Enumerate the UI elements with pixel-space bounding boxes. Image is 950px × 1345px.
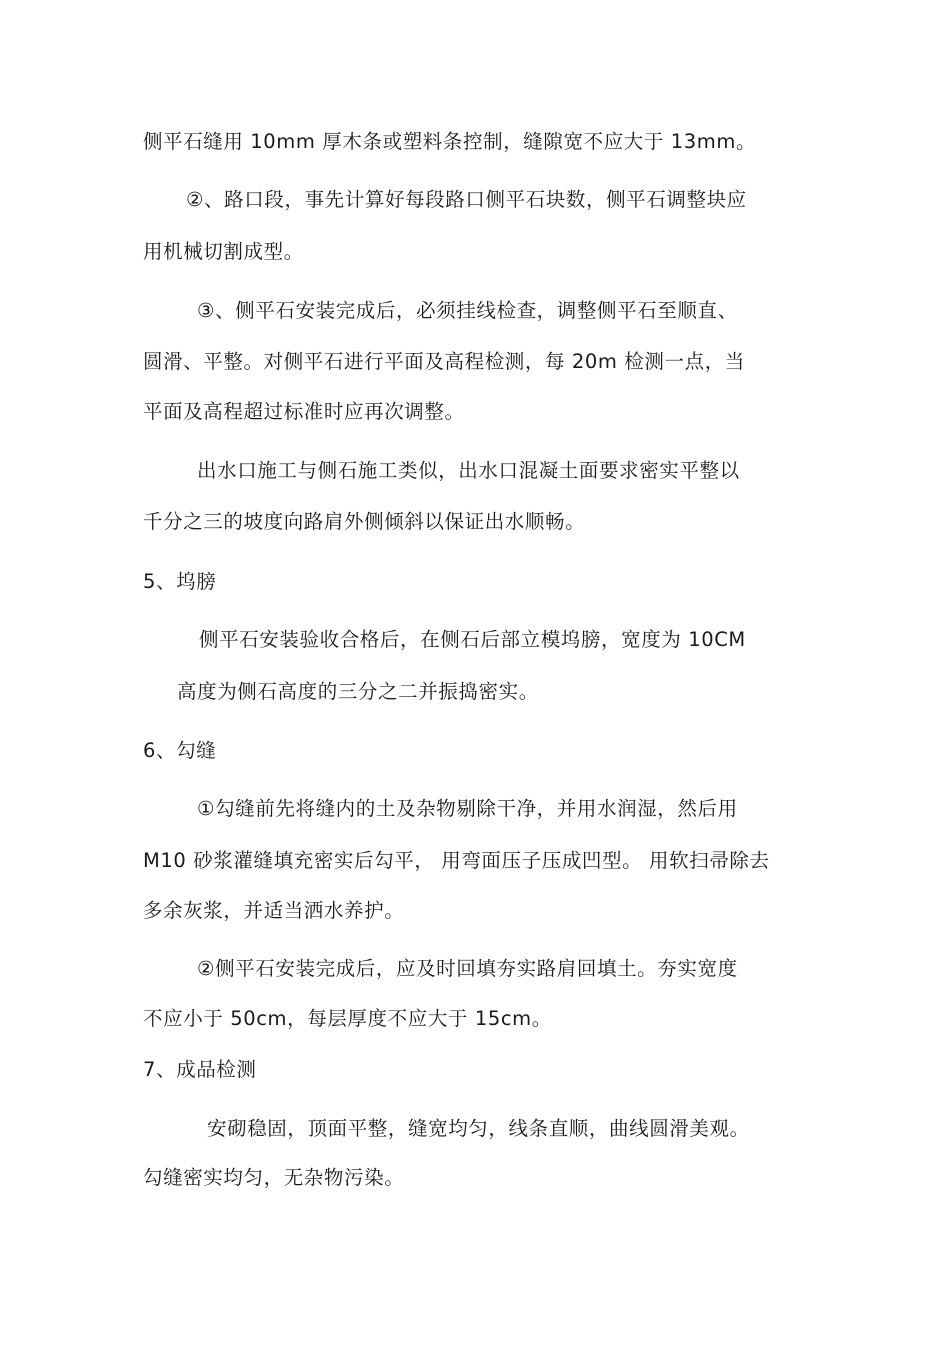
body-text-line: 平面及高程超过标准时应再次调整。 (143, 400, 465, 423)
body-text-line: 勾缝密实均匀，无杂物污染。 (143, 1166, 405, 1189)
body-text-line: 侧平石缝用 10mm 厚木条或塑料条控制，缝隙宽不应大于 13mm。 (143, 130, 757, 153)
list-item-1-line: ①勾缝前先将缝内的土及杂物剔除干净，并用水润湿，然后用 (197, 797, 738, 820)
body-text-line: 用机械切割成型。 (143, 240, 304, 263)
paragraph-line: 出水口施工与侧石施工类似，出水口混凝土面要求密实平整以 (197, 459, 740, 482)
body-text-line: M10 砂浆灌缝填充密实后勾平， 用弯面压子压成凹型。 用软扫帚除去 (143, 849, 770, 872)
list-item-3-line: ③、侧平石安装完成后，必须挂线检查，调整侧平石至顺直、 (197, 299, 738, 322)
section-heading-7: 7、成品检测 (143, 1058, 257, 1081)
section-heading-5: 5、坞膀 (143, 570, 217, 593)
list-item-2-line: ②侧平石安装完成后，应及时回填夯实路肩回填土。夯实宽度 (197, 957, 738, 980)
body-text-line: 多余灰浆，并适当洒水养护。 (143, 899, 405, 922)
paragraph-line: 侧平石安装验收合格后，在侧石后部立模坞膀，宽度为 10CM (199, 628, 746, 651)
paragraph-line: 安砌稳固，顶面平整，缝宽均匀，线条直顺，曲线圆滑美观。 (207, 1117, 750, 1140)
body-text-line: 千分之三的坡度向路肩外侧倾斜以保证出水顺畅。 (143, 510, 586, 533)
body-text-line: 不应小于 50cm，每层厚度不应大于 15cm。 (143, 1007, 552, 1030)
section-heading-6: 6、勾缝 (143, 739, 217, 762)
list-item-2-line: ②、路口段，事先计算好每段路口侧平石块数，侧平石调整块应 (186, 188, 747, 211)
body-text-line: 圆滑、平整。对侧平石进行平面及高程检测，每 20m 检测一点，当 (143, 350, 745, 373)
body-text-line: 高度为侧石高度的三分之二并振捣密实。 (177, 680, 539, 703)
